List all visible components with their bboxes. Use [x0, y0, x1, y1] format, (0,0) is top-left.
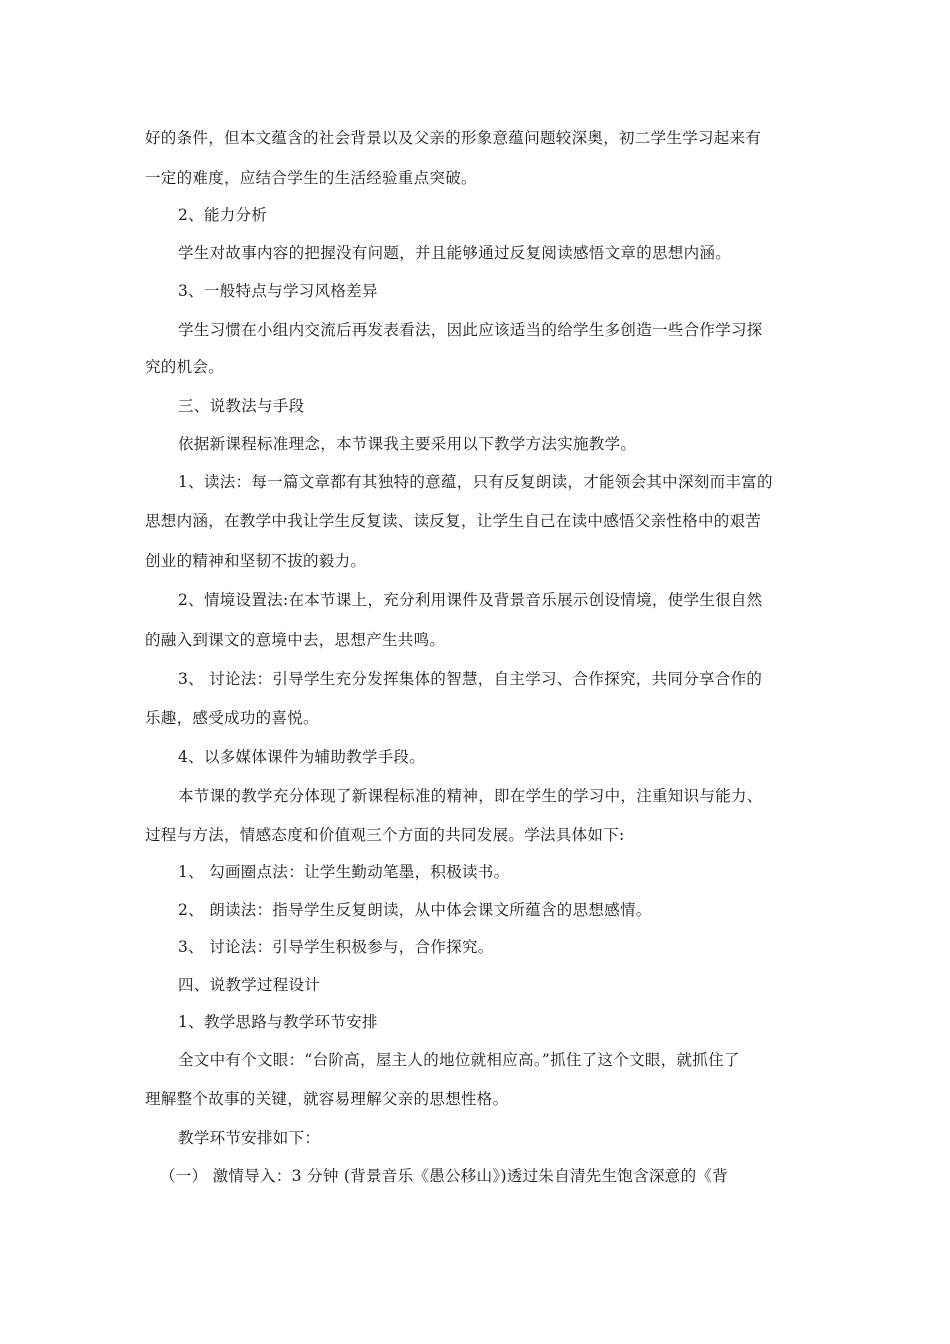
- text-line: 理解整个故事的关键，就容易理解父亲的思想性格。: [145, 1090, 509, 1108]
- list-item: 1、 勾画圈点法：让学生勤动笔墨，积极读书。: [178, 863, 510, 881]
- text-line: 乐趣，感受成功的喜悦。: [145, 709, 319, 727]
- text-line: 思想内涵，在教学中我让学生反复读、读反复，让学生自己在读中感悟父亲性格中的艰苦: [145, 512, 762, 530]
- text-line: 全文中有个文眼：“台阶高，屋主人的地位就相应高。”抓住了这个文眼，就抓住了: [178, 1051, 740, 1069]
- text-line: 好的条件，但本文蕴含的社会背景以及父亲的形象意蕴问题较深奥，初二学生学习起来有: [145, 129, 762, 147]
- text-line: 本节课的教学充分体现了新课程标准的精神，即在学生的学习中，注重知识与能力、: [178, 787, 763, 805]
- section-heading: 2、能力分析: [178, 206, 268, 224]
- text-line: 过程与方法，情感态度和价值观三个方面的共同发展。学法具体如下:: [145, 826, 625, 844]
- text-line: 究的机会。: [145, 358, 225, 376]
- section-heading: 四、说教学过程设计: [178, 976, 321, 994]
- section-heading: 1、教学思路与教学环节安排: [178, 1013, 378, 1031]
- list-item: 3、 讨论法：引导学生积极参与，合作探究。: [178, 938, 494, 956]
- text-line: 教学环节安排如下：: [178, 1129, 321, 1147]
- text-line: （一） 激情导入：3 分钟 (背景音乐《愚公移山》)透过朱自清先生饱含深意的《背: [160, 1167, 728, 1185]
- text-line: 依据新课程标准理念，本节课我主要采用以下教学方法实施教学。: [178, 435, 637, 453]
- section-heading: 三、说教法与手段: [178, 397, 305, 415]
- text-line: 一定的难度，应结合学生的生活经验重点突破。: [145, 169, 477, 187]
- text-line: 的融入到课文的意境中去，思想产生共鸣。: [145, 631, 446, 649]
- text-line: 4、以多媒体课件为辅助教学手段。: [178, 748, 426, 766]
- text-line: 3、 讨论法：引导学生充分发挥集体的智慧，自主学习、合作探究，共同分享合作的: [178, 670, 763, 688]
- list-item: 2、 朗读法：指导学生反复朗读，从中体会课文所蕴含的思想感情。: [178, 901, 652, 919]
- text-line: 学生习惯在小组内交流后再发表看法，因此应该适当的给学生多创造一些合作学习探: [178, 321, 763, 339]
- text-line: 1、读法：每一篇文章都有其独特的意蕴，只有反复朗读，才能领会其中深刻而丰富的: [178, 473, 773, 491]
- text-line: 2、情境设置法:在本节课上，充分利用课件及背景音乐展示创设情境，使学生很自然: [178, 591, 763, 609]
- text-line: 学生对故事内容的把握没有问题，并且能够通过反复阅读感悟文章的思想内涵。: [178, 244, 732, 262]
- text-line: 创业的精神和坚韧不拔的毅力。: [145, 552, 367, 570]
- section-heading: 3、一般特点与学习风格差异: [178, 282, 378, 300]
